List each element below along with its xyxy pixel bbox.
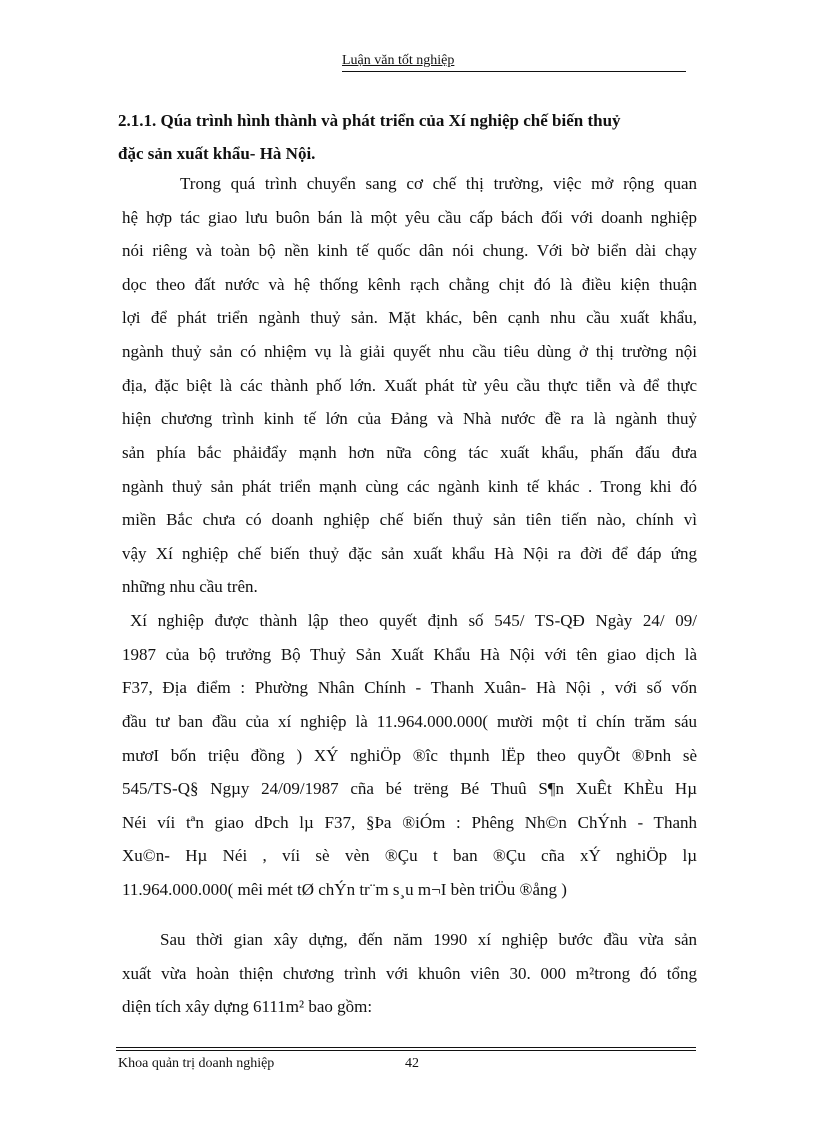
paragraph-line: 545/TS-Q§ Ngµy 24/09/1987 cña bé trëng Bé Thuû S¶n XuÊt KhÈu Hµ: [122, 779, 697, 798]
paragraph-line: 1987 của bộ trưởng Bộ Thuỷ Sản Xuất Khẩu Hà Nội với tên giao dịch là: [122, 645, 697, 664]
heading-line-2: đặc sản xuất khẩu- Hà Nội.: [118, 144, 316, 163]
paragraph-line: đầu tư ban đầu của xí nghiệp là 11.964.000.000( mười một tỉ chín trăm sáu: [122, 712, 697, 731]
paragraph-line: vậy Xí nghiệp chế biến thuỷ đặc sản xuất khẩu Hà Nội ra đời để đáp ứng: [122, 544, 697, 563]
paragraph-line: Sau thời gian xây dựng, đến năm 1990 xí nghiệp bước đầu vừa sản: [160, 930, 697, 949]
paragraph-line: sản phía bắc phảiđẩy mạnh hơn nữa công tác xuất khẩu, phấn đấu đưa: [122, 443, 697, 462]
paragraph-line: những nhu cầu trên.: [122, 577, 258, 596]
paragraph-line: lợi để phát triển ngành thuỷ sản. Mặt khác, bên cạnh nhu cầu xuất khẩu,: [122, 308, 697, 327]
paragraph-line: Xí nghiệp được thành lập theo quyết định số 545/ TS-QĐ Ngày 24/ 09/: [130, 611, 697, 630]
heading-line-1: 2.1.1. Qúa trình hình thành và phát triển của Xí nghiệp chế biến thuỷ: [118, 111, 621, 130]
paragraph-line: diện tích xây dựng 6111m² bao gồm:: [122, 997, 373, 1016]
paragraph-line: nói riêng và toàn bộ nền kinh tế quốc dân nói chung. Với bờ biển dài chạy: [122, 241, 697, 260]
paragraph-line: F37, Địa điểm : Phường Nhân Chính - Thanh Xuân- Hà Nội , với số vốn: [122, 678, 697, 697]
paragraph-line: hiện chương trình kinh tế lớn của Đảng và Nhà nước đề ra là ngành thuỷ: [122, 409, 697, 428]
footer-divider: [116, 1047, 696, 1048]
paragraph-line: 11.964.000.000( mêi mét tØ chÝn tr¨m s¸u m¬I bèn triÖu ®ång ): [122, 880, 567, 899]
section-heading: [118, 104, 698, 170]
header-title: Luận văn tốt nghiệp: [342, 53, 455, 68]
paragraph-line: hệ hợp tác giao lưu buôn bán là một yêu cầu cấp bách đối với doanh nghiệp: [122, 208, 697, 227]
paragraph-line: miền Bắc chưa có doanh nghiệp chế biến thuỷ sản tiên tiến nào, chính vì: [122, 510, 697, 529]
paragraph-line: địa, đặc biệt là các thành phố lớn. Xuất phát từ yêu cầu thực tiễn và để thực: [122, 376, 697, 395]
paragraph-line: xuất vừa hoàn thiện chương trình với khuôn viên 30. 000 m²trong đó tổng: [122, 964, 697, 983]
footer-department: Khoa quản trị doanh nghiệp: [118, 1056, 275, 1071]
paragraph-line: Trong quá trình chuyển sang cơ chế thị trường, việc mở rộng quan: [180, 174, 697, 193]
running-header: [342, 51, 686, 72]
paragraph-line: ngành thuỷ sản có nhiệm vụ là giải quyết nhu cầu tiêu dùng ở thị trường nội: [122, 342, 697, 361]
page-number: 42: [405, 1056, 419, 1071]
paragraph-line: dọc theo đất nước và hệ thống kênh rạch chằng chịt đó là điều kiện thuận: [122, 275, 697, 294]
footer-divider: [116, 1050, 696, 1051]
paragraph-line: Xu©n- Hµ Néi , víi sè vèn ®Çu t ban ®Çu cña xÝ nghiÖp lµ: [122, 846, 697, 865]
paragraph-line: Néi víi tªn giao dÞch lµ F37, §Þa ®iÓm : Phêng Nh©n ChÝnh - Thanh: [122, 813, 697, 832]
paragraph-line: mươI bốn triệu đồng ) XÝ nghiÖp ®îc thµnh lËp theo quyÕt ®Þnh sè: [122, 746, 697, 765]
paragraph-line: ngành thuỷ sản phát triển mạnh cùng các ngành kinh tế khác . Trong khi đó: [122, 477, 697, 496]
